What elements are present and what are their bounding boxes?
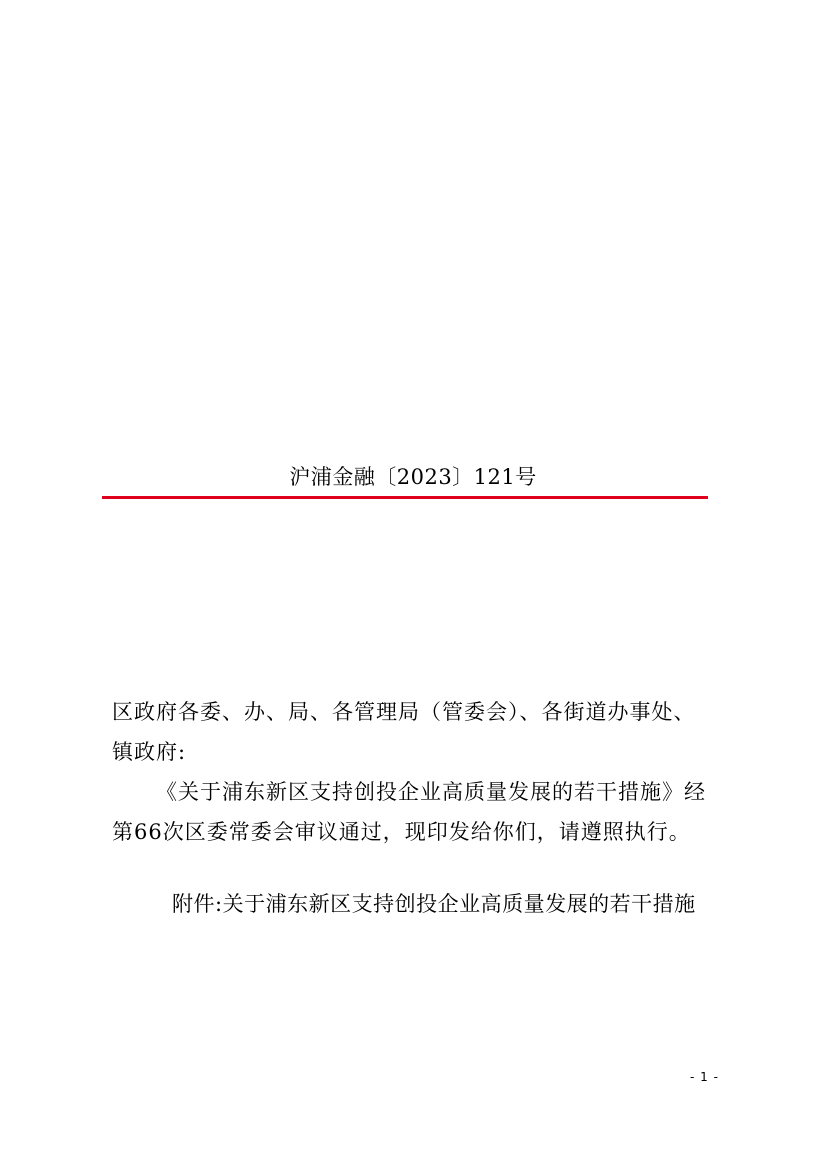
body-paragraph: 《关于浦东新区支持创投企业高质量发展的若干措施》经第66次区委常委会审议通过，现印发给你们，请遵照执行。 xyxy=(112,780,706,844)
red-separator-line xyxy=(102,496,708,499)
page-number: - 1 - xyxy=(690,1070,719,1084)
document-number: 沪浦金融〔2023〕121号 xyxy=(289,465,537,489)
attachment-line: 附件:关于浦东新区支持创投企业高质量发展的若干措施 xyxy=(172,892,696,916)
addressee: 区政府各委、办、局、各管理局（管委会）、各街道办事处、镇政府: xyxy=(112,700,696,764)
